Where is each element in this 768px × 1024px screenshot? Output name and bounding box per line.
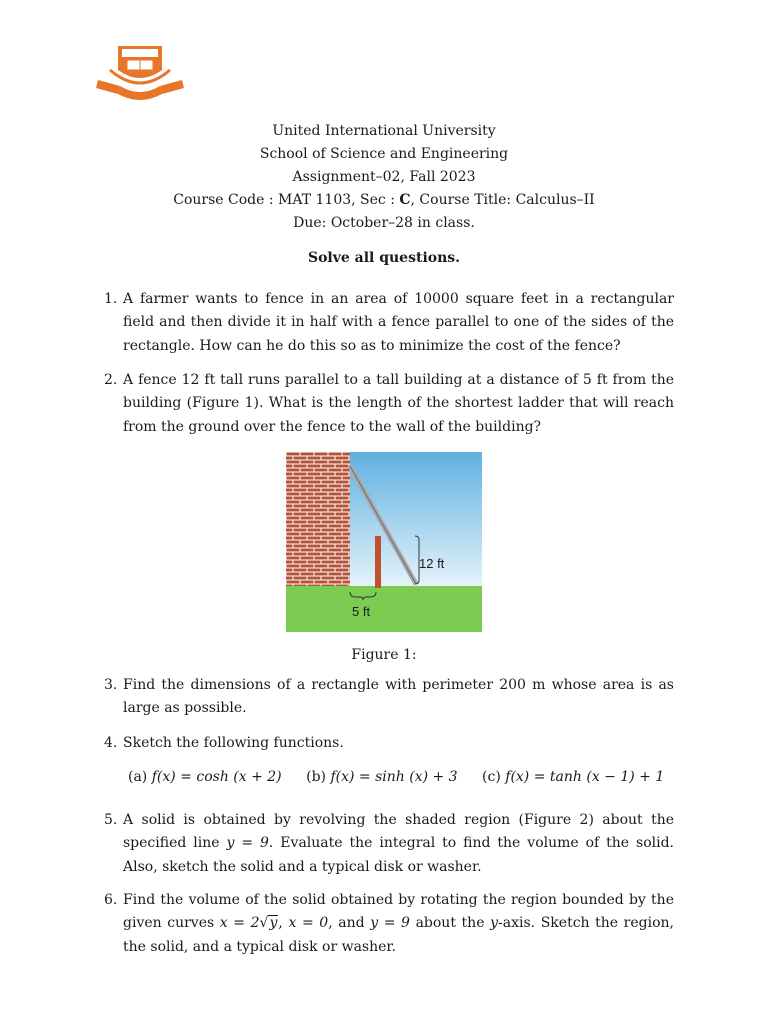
question-number: 1. <box>104 291 118 307</box>
due-date: Due: October–28 in class. <box>293 215 475 231</box>
question-6 <box>104 889 674 959</box>
question-number: 6. <box>104 892 118 908</box>
section-letter: C <box>399 192 411 208</box>
question-text: A farmer wants to fence in an area of 10000 square feet in a rectangular field and then divide it in half with a fence parallel to one of the sides of the rectangle. How can he do this so as to minimize the cost of the fence? <box>123 291 674 354</box>
width-label: 5 ft <box>352 604 371 619</box>
assignment-title: Assignment–02, Fall 2023 <box>292 169 476 185</box>
function-a: (a) f(x) = cosh (x + 2) <box>128 769 282 785</box>
question-text: A fence 12 ft tall runs parallel to a tall building at a distance of 5 ft from the building (Figure 1). What is the length of the shortest ladder that will reach from the ground over the fence to the wall of the building? <box>123 372 674 435</box>
function-c: (c) f(x) = tanh (x − 1) + 1 <box>482 769 665 785</box>
question-number: 4. <box>104 735 118 751</box>
course-prefix: Course Code : MAT 1103, Sec : <box>173 192 400 208</box>
figure-caption: Figure 1: <box>351 647 417 663</box>
question-text: Find the dimensions of a rectangle with perimeter 200 m whose area is as large as possible. <box>123 677 674 717</box>
question-number: 2. <box>104 372 118 388</box>
question-1 <box>104 288 674 358</box>
document-header <box>0 120 768 235</box>
function-list <box>128 769 688 785</box>
question-number: 3. <box>104 677 118 693</box>
instruction: Solve all questions. <box>307 250 461 266</box>
ground <box>286 586 482 632</box>
course-info <box>0 189 768 212</box>
height-label: 12 ft <box>419 556 445 571</box>
question-text: A solid is obtained by revolving the shaded region (Figure 2) about the specified line y = 9. Evaluate the integral to find the volume of the solid. Also, sketch the solid and a typical disk or washer. <box>123 812 675 875</box>
question-3 <box>104 674 674 721</box>
question-text: Find the volume of the solid obtained by rotating the region bounded by the given curves x = 2√y, x = 0, and y = 9 about the y-axis. Sketch the region, the solid, and a typical disk or washer. <box>123 892 674 955</box>
university-name: United International University <box>272 123 496 139</box>
brick-building <box>286 452 350 586</box>
sqrt-symbol: √y <box>259 915 278 932</box>
university-logo <box>94 40 186 106</box>
question-2 <box>104 369 674 439</box>
figure-1-ladder <box>286 452 482 632</box>
question-number: 5. <box>104 812 118 828</box>
school-name: School of Science and Engineering <box>259 146 509 162</box>
question-4 <box>104 732 674 755</box>
fence-post <box>375 536 381 588</box>
question-text: Sketch the following functions. <box>123 735 344 751</box>
question-5 <box>104 809 674 879</box>
course-suffix: , Course Title: Calculus–II <box>410 192 595 208</box>
function-b: (b) f(x) = sinh (x) + 3 <box>306 769 458 785</box>
